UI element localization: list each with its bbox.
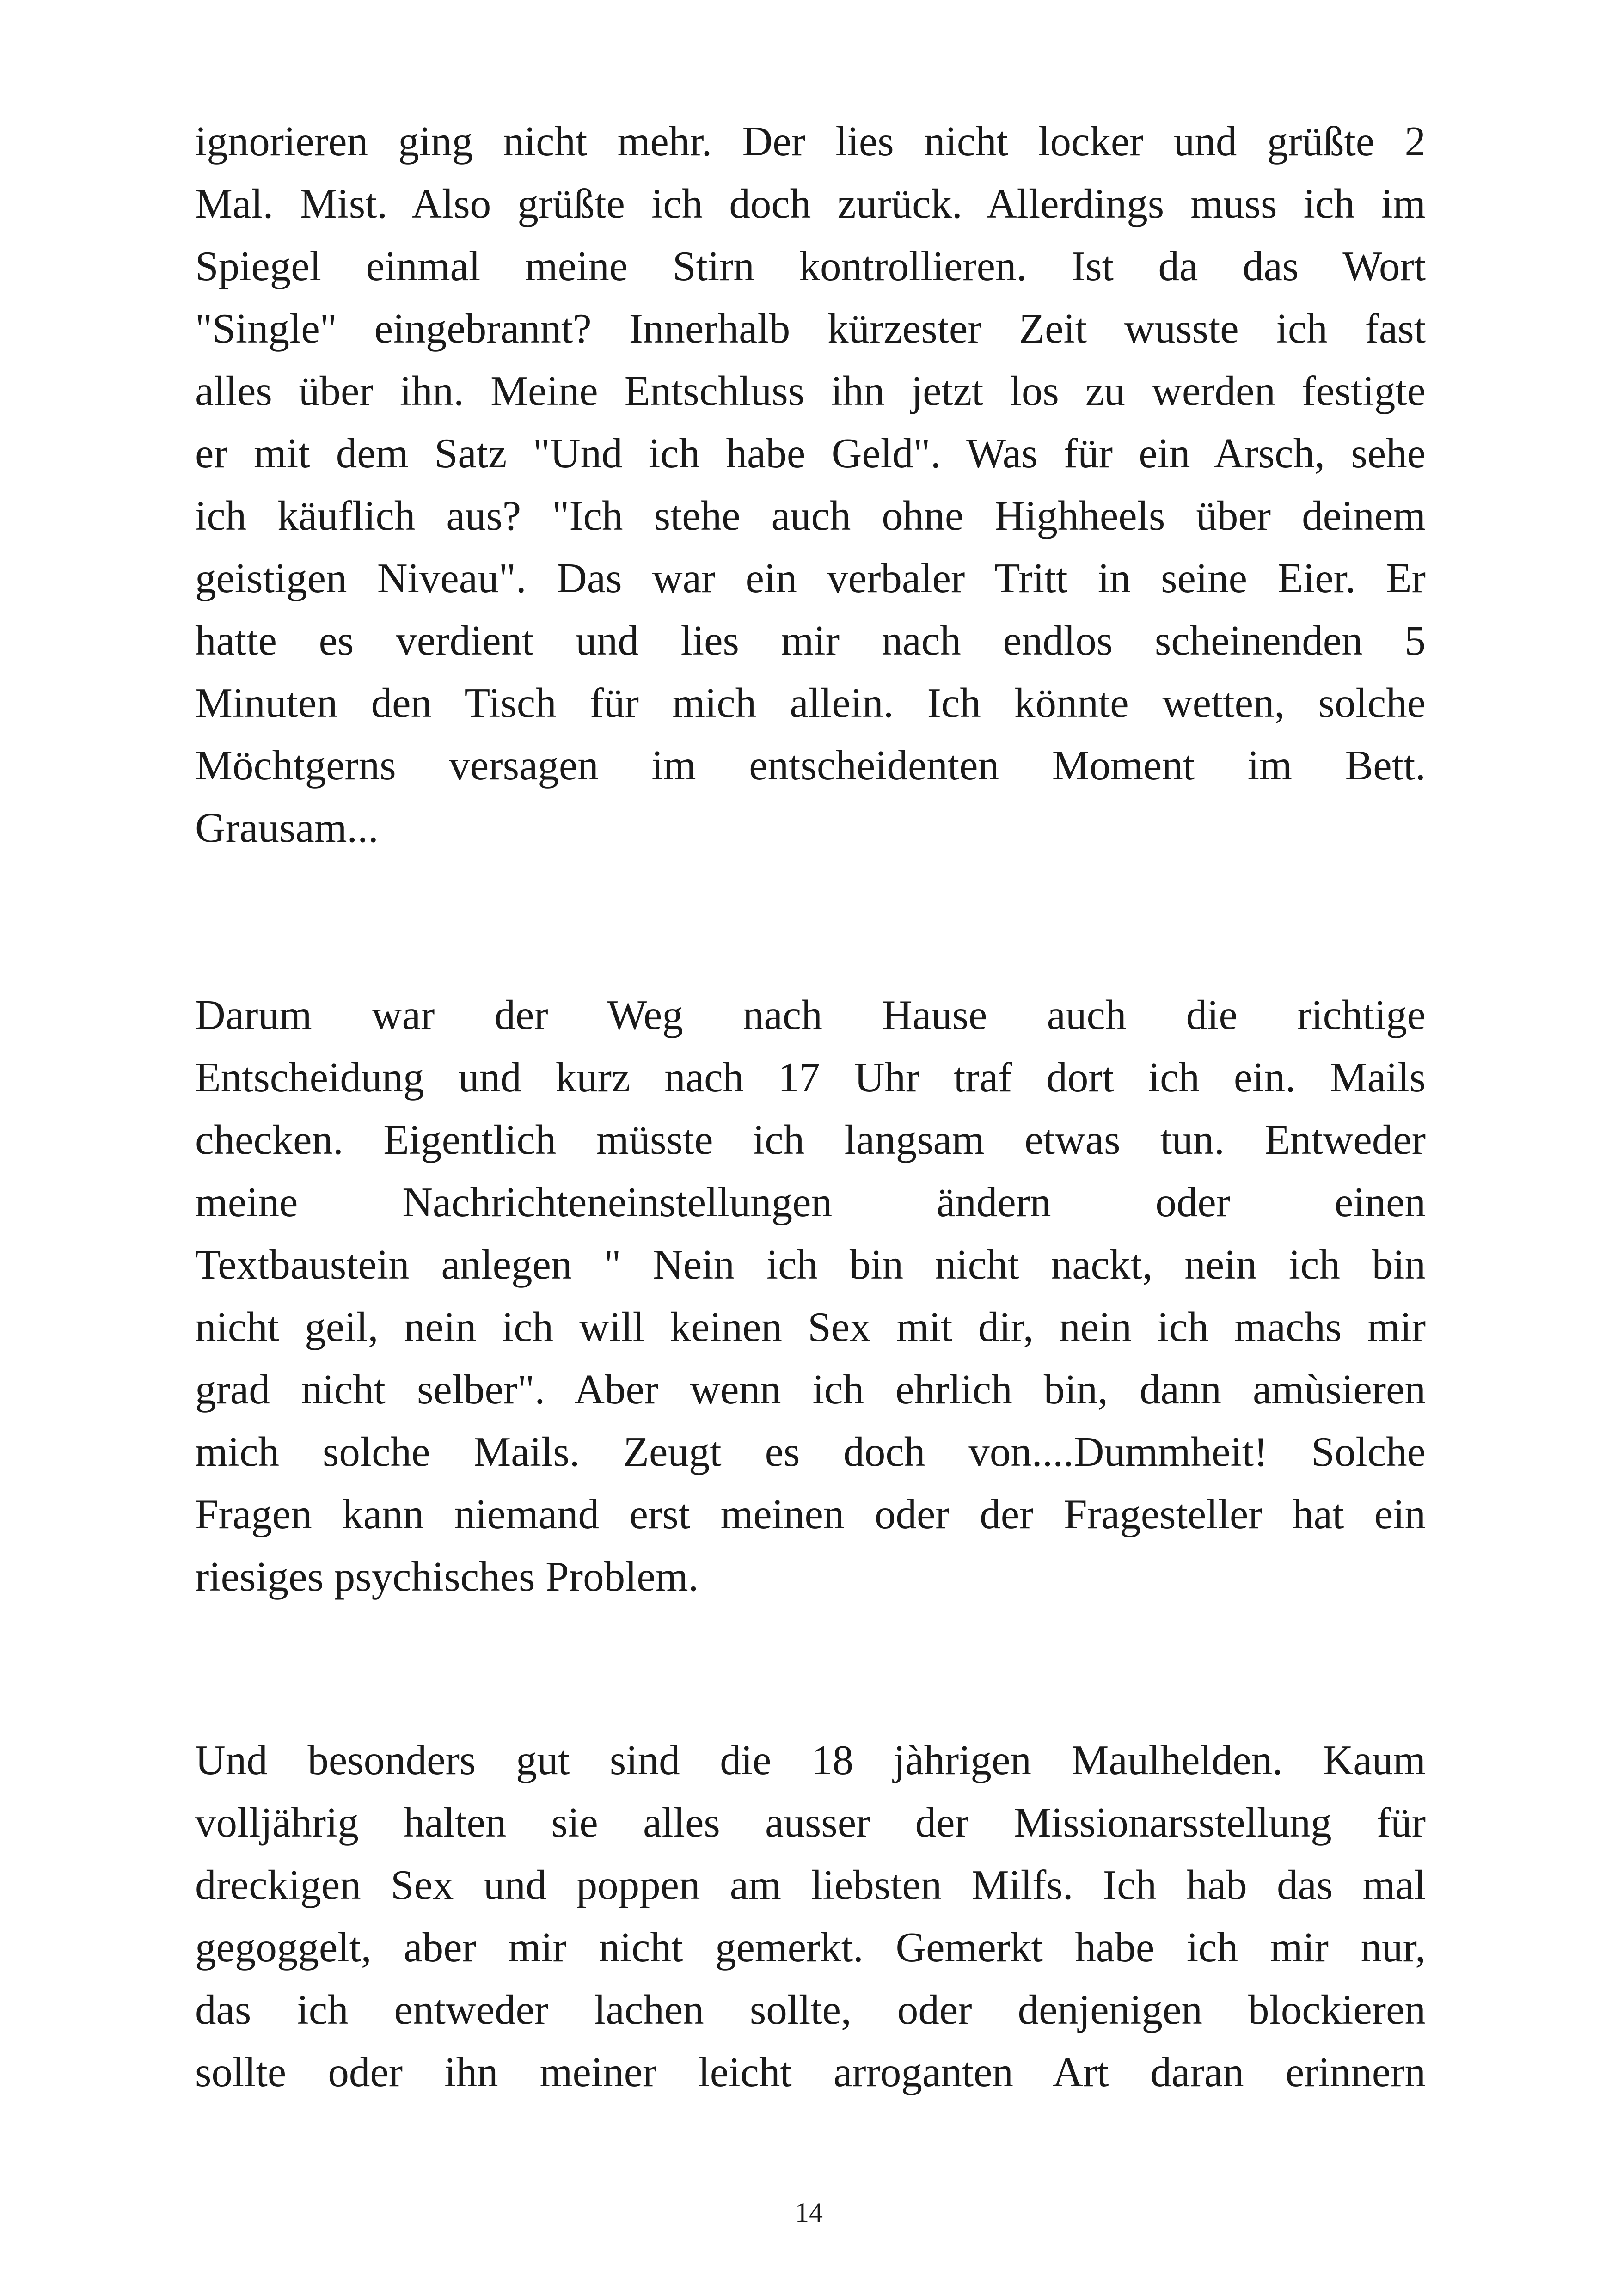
paragraph xyxy=(195,1729,1426,2103)
text-line: Möchtgerns versagen im entscheidenten Moment im Bett. xyxy=(195,742,1426,789)
text-line: grad nicht selber". Aber wenn ich ehrlich bin, dann amùsieren xyxy=(195,1366,1426,1413)
paragraph xyxy=(195,110,1426,859)
text-line: ignorieren ging nicht mehr. Der lies nicht locker und grüßte 2 xyxy=(195,118,1426,165)
text-line: Grausam... xyxy=(195,804,379,851)
text-line: volljährig halten sie alles ausser der Missionarsstellung für xyxy=(195,1799,1426,1846)
text-line: riesiges psychisches Problem. xyxy=(195,1553,699,1600)
text-line: Spiegel einmal meine Stirn kontrollieren. Ist da das Wort xyxy=(195,243,1426,289)
text-line: ich käuflich aus? "Ich stehe auch ohne Highheels über deinem xyxy=(195,492,1426,539)
text-line: Mal. Mist. Also grüßte ich doch zurück. Allerdings muss ich im xyxy=(195,180,1426,227)
text-line: "Single" eingebrannt? Innerhalb kürzester Zeit wusste ich fast xyxy=(195,305,1426,352)
text-line: gegoggelt, aber mir nicht gemerkt. Gemerkt habe ich mir nur, xyxy=(195,1924,1426,1971)
page-number: 14 xyxy=(795,2197,823,2228)
text-line: sollte oder ihn meiner leicht arroganten Art daran erinnern xyxy=(195,2049,1426,2095)
text-line: hatte es verdient und lies mir nach endlos scheinenden 5 xyxy=(195,617,1426,664)
text-line: Entscheidung und kurz nach 17 Uhr traf dort ich ein. Mails xyxy=(195,1054,1426,1101)
text-line: nicht geil, nein ich will keinen Sex mit dir, nein ich machs mir xyxy=(195,1304,1426,1350)
text-line: mich solche Mails. Zeugt es doch von....Dummheit! Solche xyxy=(195,1428,1426,1475)
text-line: alles über ihn. Meine Entschluss ihn jetzt los zu werden festigte xyxy=(195,367,1426,414)
text-line: er mit dem Satz "Und ich habe Geld". Was für ein Arsch, sehe xyxy=(195,430,1426,477)
text-line: Minuten den Tisch für mich allein. Ich könnte wetten, solche xyxy=(195,680,1426,726)
text-line: dreckigen Sex und poppen am liebsten Milfs. Ich hab das mal xyxy=(195,1861,1426,1908)
text-line: Textbaustein anlegen " Nein ich bin nicht nackt, nein ich bin xyxy=(195,1241,1426,1288)
text-line: meine Nachrichteneinstellungen ändern oder einen xyxy=(195,1179,1426,1225)
text-line: geistigen Niveau". Das war ein verbaler Tritt in seine Eier. Er xyxy=(195,555,1426,601)
text-line: Fragen kann niemand erst meinen oder der Fragesteller hat ein xyxy=(195,1491,1426,1537)
text-line: Und besonders gut sind die 18 jàhrigen Maulhelden. Kaum xyxy=(195,1737,1426,1783)
paragraph xyxy=(195,984,1426,1608)
text-line: checken. Eigentlich müsste ich langsam etwas tun. Entweder xyxy=(195,1116,1426,1163)
text-line: das ich entweder lachen sollte, oder denjenigen blockieren xyxy=(195,1986,1426,2033)
text-line: Darum war der Weg nach Hause auch die richtige xyxy=(195,992,1426,1038)
